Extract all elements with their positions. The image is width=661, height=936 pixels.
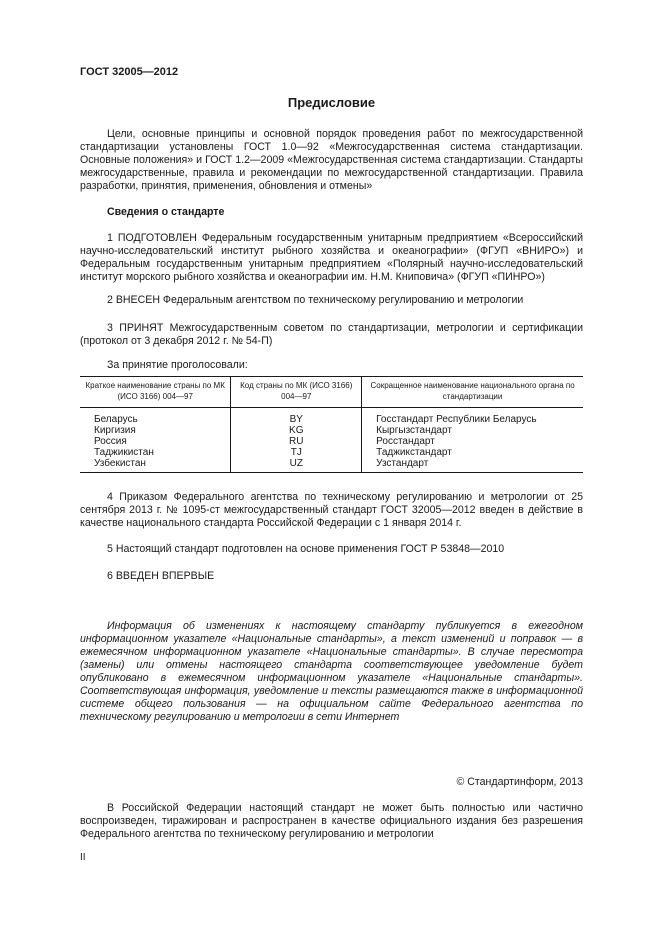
table-row — [80, 458, 583, 473]
item-4-paragraph: 4 Приказом Федерального агентства по техническому регулированию и метрологии от 25 сентября 2013 г. № 1095-ст межгосударственный стандарт ГОСТ 32005—2012 введен в действие в качестве национального стандарта Российской Федерации с 1 января 2014 г. — [80, 491, 583, 529]
table-row — [80, 436, 583, 447]
body-cell: Госстандарт Республики Беларусь — [362, 408, 583, 426]
code-cell: RU — [231, 436, 362, 447]
column-header-code: Код страны по МК (ИСО 3166) 004—97 — [231, 377, 362, 408]
page-number: II — [80, 852, 86, 863]
country-cell: Беларусь — [94, 414, 138, 425]
body-cell: Росстандарт — [362, 436, 583, 447]
vote-intro: За принятие проголосовали: — [107, 359, 248, 371]
code-cell: TJ — [231, 447, 362, 458]
document-code-header: ГОСТ 32005—2012 — [80, 66, 179, 78]
body-cell: Кыргызстандарт — [362, 425, 583, 436]
legal-notice-paragraph: В Российской Федерации настоящий стандарт не может быть полностью или частично воспроизведен, тиражирован и распространен в качестве официального издания без разрешения Федерального агентства по техническому регулированию и метрологии — [80, 802, 583, 840]
table-row — [80, 408, 583, 426]
table-header-row — [80, 377, 583, 408]
section-heading: Сведения о стандарте — [107, 206, 225, 218]
column-header-body: Сокращенное наименование национального органа по стандартизации — [362, 377, 583, 408]
change-notice-paragraph: Информация об изменениях к настоящему стандарту публикуется в ежегодном информационном указателе «Национальные стандарты», а текст изменений и поправок — в ежемесячном информационном указателе «Национальные стандарты». В случае пересмотра (замены) или отмены настоящего стандарта соответствующее уведомление будет опубликовано в ежемесячном информационном указателе «Национальные стандарты». Соответствующая информация, уведомление и тексты размещаются также в информационной системе общего пользования — на официальном сайте Федерального агентства по техническому регулированию и метрологии в сети Интернет — [80, 620, 583, 723]
page-title: Предисловие — [287, 95, 376, 110]
column-header-country: Краткое наименование страны по МК (ИСО 3166) 004—97 — [80, 377, 231, 408]
copyright-notice: © Стандартинформ, 2013 — [456, 776, 583, 788]
code-cell: KG — [231, 425, 362, 436]
country-cell: Таджикистан — [94, 447, 154, 458]
item-6-paragraph: 6 ВВЕДЕН ВПЕРВЫЕ — [107, 570, 215, 582]
country-cell: Киргизия — [94, 425, 136, 436]
item-5-paragraph: 5 Настоящий стандарт подготовлен на основе применения ГОСТ Р 53848—2010 — [107, 543, 505, 555]
code-cell: UZ — [231, 458, 362, 473]
voting-table — [80, 376, 583, 473]
intro-paragraph: Цели, основные принципы и основной порядок проведения работ по межгосударственной стандартизации установлены ГОСТ 1.0—92 «Межгосударственная система стандартизации. Основные положения» и ГОСТ 1.2—2009 «Межгосударственная система стандартизации. Стандарты межгосударственные, правила и рекомендации по межгосударственной стандартизации. Правила разработки, принятия, применения, обновления и отмены» — [80, 128, 583, 192]
body-cell: Таджикстандарт — [362, 447, 583, 458]
item-3-paragraph: 3 ПРИНЯТ Межгосударственным советом по стандартизации, метрологии и сертификации (протокол от 3 декабря 2012 г. № 54-П) — [80, 322, 583, 347]
code-cell: BY — [231, 408, 362, 426]
item-2-paragraph: 2 ВНЕСЕН Федеральным агентством по техническому регулированию и метрологии — [107, 294, 524, 306]
body-cell: Узстандарт — [362, 458, 583, 473]
country-cell: Узбекистан — [80, 458, 231, 473]
item-1-paragraph: 1 ПОДГОТОВЛЕН Федеральным государственным унитарным предприятием «Всероссийский научно-исследовательский институт рыбного хозяйства и океанографии» (ФГУП «ВНИРО») и Федеральным государственным унитарным предприятием «Полярный научно-исследовательский институт морского рыбного хозяйства и океанографии им. Н.М. Книповича» (ФГУП «ПИНРО») — [80, 232, 583, 283]
table-row — [80, 447, 583, 458]
country-cell: Россия — [94, 436, 127, 447]
table-row — [80, 425, 583, 436]
